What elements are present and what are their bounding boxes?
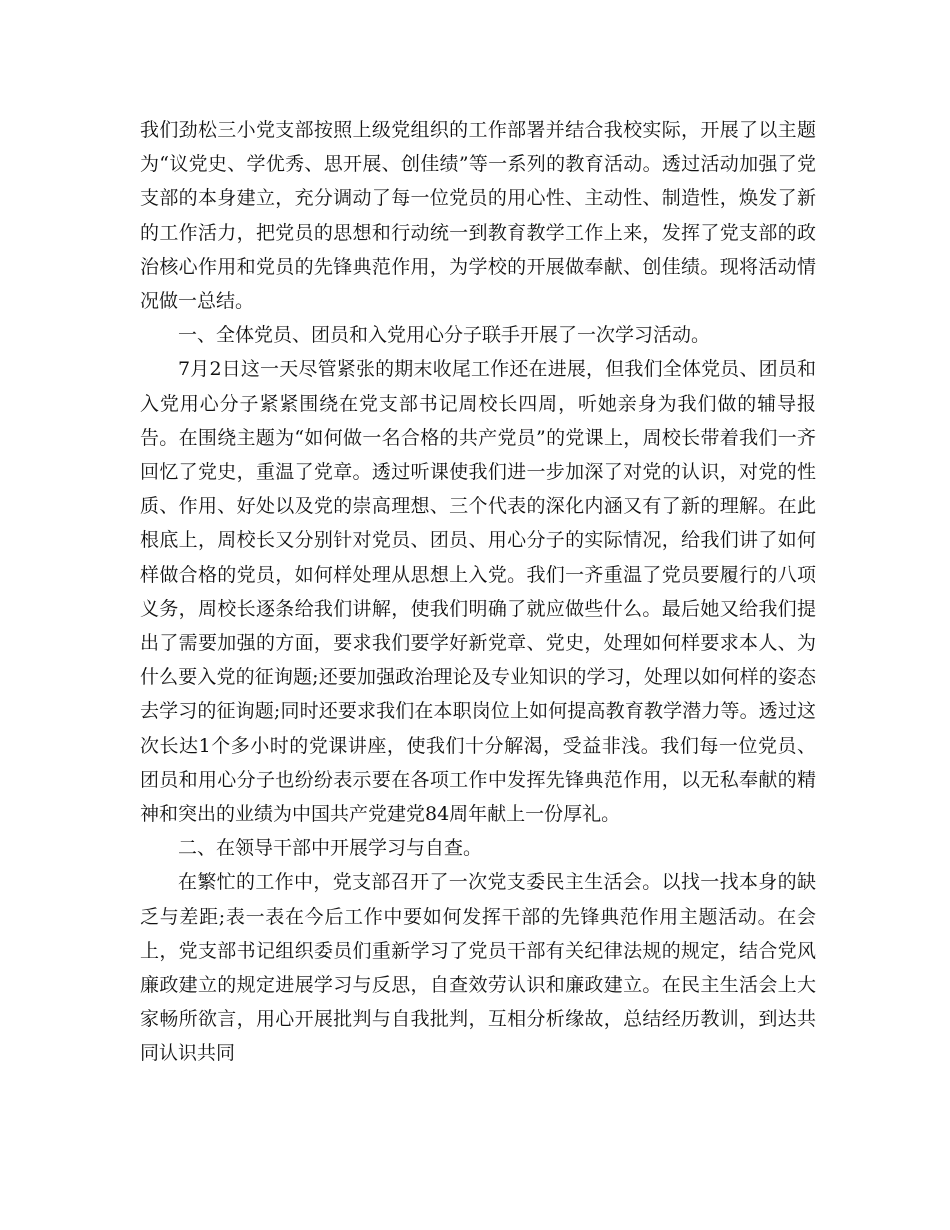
section-heading-1: 一、全体党员、团员和入党用心分子联手开展了一次学习活动。 bbox=[178, 324, 711, 347]
paragraph-self-review: 在繁忙的工作中，党支部召开了一次党支委民主生活会。以找一找本身的缺乏与差距;表一表在今后工作中要如何发挥干部的先锋典范作用主题活动。在会上，党支部书记组织委员们重新学习了党员干部有关纪律法规的规定，结合党风廉政建立的规定进展学习与反思，自查效劳认识和廉政建立。在民主生活会上大家畅所欲言，用心开展批判与自我批判，互相分析缘故，总结经历教训，到达共同认识共同 bbox=[140, 871, 816, 1065]
paragraph-study-activity: 7月2日这一天尽管紧张的期末收尾工作还在进展，但我们全体党员、团员和入党用心分子紧紧围绕在党支部书记周校长四周，听她亲身为我们做的辅导报告。在围绕主题为“如何做一名合格的共产党员”的党课上，周校长带着我们一齐回忆了党史，重温了党章。透过听课使我们进一步加深了对党的认识，对党的性质、作用、好处以及党的崇高理想、三个代表的深化内涵又有了新的理解。在此根底上，周校长又分别针对党员、团员、用心分子的实际情况，给我们讲了如何样做合格的党员，如何样处理从思想上入党。我们一齐重温了党员要履行的八项义务，周校长逐条给我们讲解，使我们明确了就应做些什么。最后她又给我们提出了需要加强的方面，要求我们要学好新党章、党史，处理如何样要求本人、为什么要入党的征询题;还要加强政治理论及专业知识的学习，处理以如何样的姿态去学习的征询题;同时还要求我们在本职岗位上如何提高教育教学潜力等。透过这次长达1个多小时的党课讲座，使我们十分解渴，受益非浅。我们每一位党员、团员和用心分子也纷纷表示要在各项工作中发挥先锋典范作用，以无私奉献的精神和突出的业绩为中国共产党建党84周年献上一份厚礼。 bbox=[140, 358, 816, 826]
paragraph-intro: 我们劲松三小党支部按照上级党组织的工作部署并结合我校实际，开展了以主题为“议党史、学优秀、思开展、创佳绩”等一系列的教育活动。透过活动加强了党支部的本身建立，充分调动了每一位党员的用心性、主动性、制造性，焕发了新的工作活力，把党员的思想和行动统一到教育教学工作上来，发挥了党支部的政治核心作用和党员的先锋典范作用，为学校的开展做奉献、创佳绩。现将活动情况做一总结。 bbox=[140, 119, 816, 313]
document-body bbox=[140, 113, 816, 1071]
section-heading-2: 二、在领导干部中开展学习与自查。 bbox=[178, 837, 483, 860]
